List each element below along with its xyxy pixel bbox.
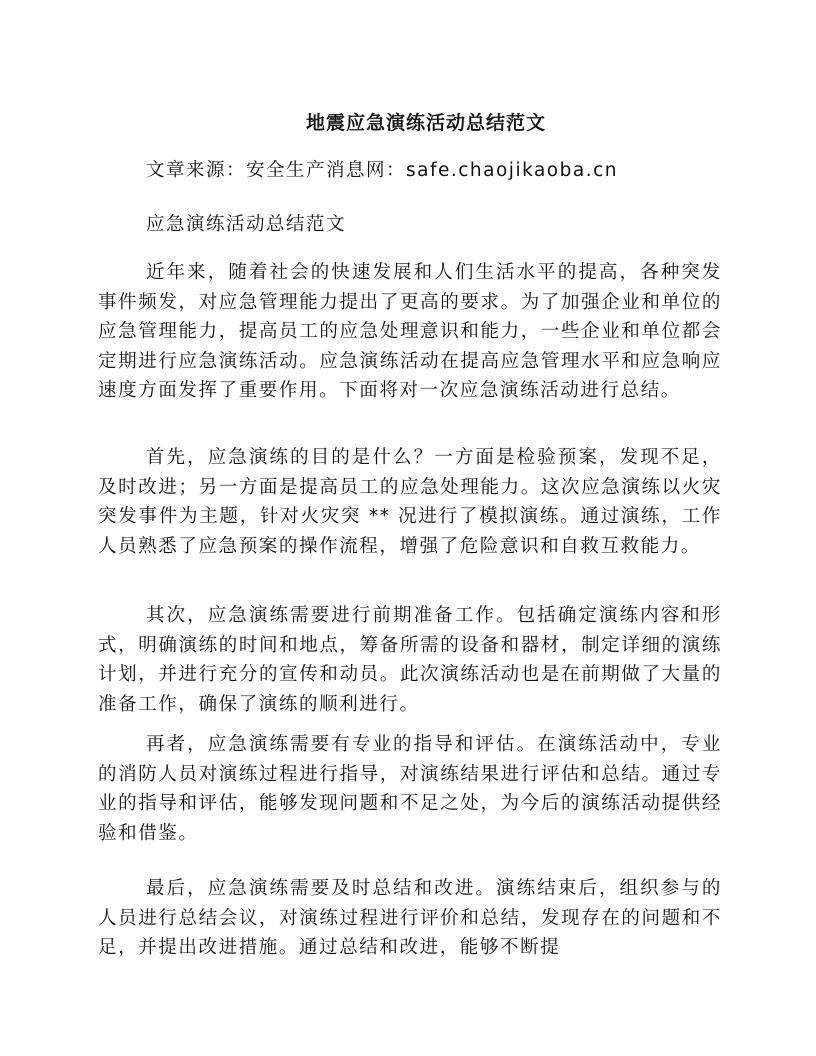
- paragraph-third: 再者，应急演练需要有专业的指导和评估。在演练活动中，专业的消防人员对演练过程进行指导，对演练结果进行评估和总结。通过专业的指导和评估，能够发现问题和不足之处，为今后的演练活动提供经验和借鉴。: [98, 734, 722, 844]
- paragraph-second: 其次，应急演练需要进行前期准备工作。包括确定演练内容和形式，明确演练的时间和地点，筹备所需的设备和器材，制定详细的演练计划，并进行充分的宣传和动员。此次演练活动也是在前期做了大量的准备工作，确保了演练的顺利进行。: [98, 605, 722, 715]
- paragraph-first: 首先，应急演练的目的是什么？一方面是检验预案，发现不足，及时改进；另一方面是提高员工的应急处理能力。这次应急演练以火灾突发事件为主题，针对火灾突 ** 况进行了模拟演练。通过演练，工作人员熟悉了应急预案的操作流程，增强了危险意识和自救互救能力。: [98, 447, 722, 557]
- source-line: 文章来源：安全生产消息网：safe.chaojikaoba.cn: [146, 160, 618, 181]
- paragraph-last: 最后，应急演练需要及时总结和改进。演练结束后，组织参与的人员进行总结会议，对演练过程进行评价和总结，发现存在的问题和不足，并提出改进措施。通过总结和改进，能够不断提: [98, 878, 722, 959]
- paragraph-intro: 近年来，随着社会的快速发展和人们生活水平的提高，各种突发事件频发，对应急管理能力提出了更高的要求。为了加强企业和单位的应急管理能力，提高员工的应急处理意识和能力，一些企业和单位都会定期进行应急演练活动。应急演练活动在提高应急管理水平和应急响应速度方面发挥了重要作用。下面将对一次应急演练活动进行总结。: [98, 262, 722, 402]
- document-subtitle: 应急演练活动总结范文: [146, 214, 347, 235]
- document-title: 地震应急演练活动总结范文: [305, 112, 546, 134]
